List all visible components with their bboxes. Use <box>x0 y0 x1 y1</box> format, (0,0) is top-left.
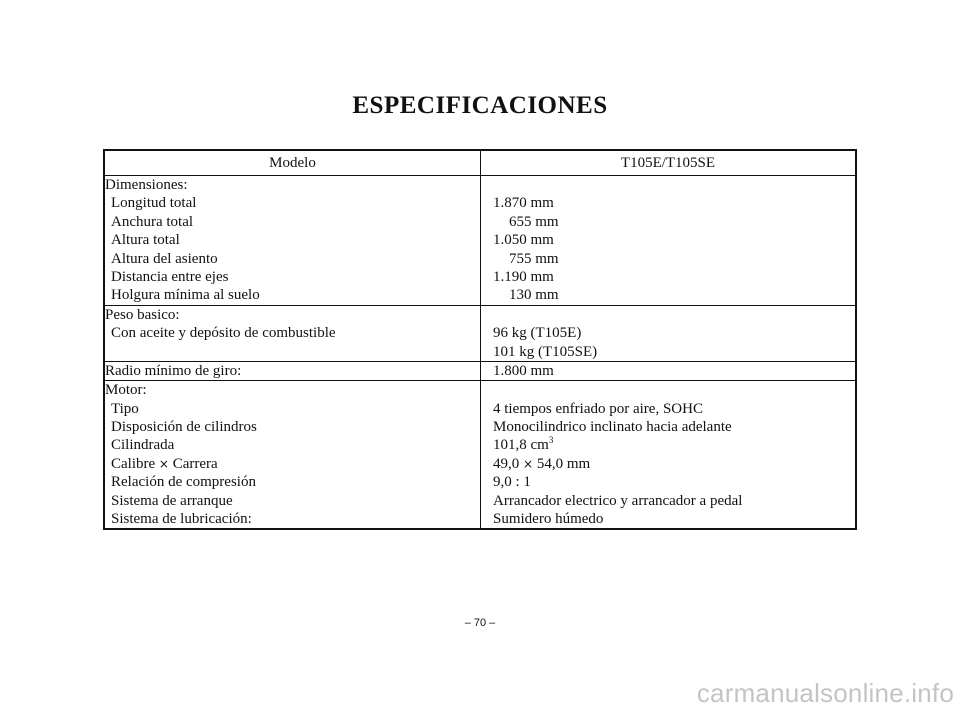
weight-value-t105se: 101 kg (T105SE) <box>493 343 598 360</box>
times-icon: × <box>523 456 534 471</box>
stroke-value: 54,0 mm <box>536 455 591 472</box>
cylinder-layout-label: Disposición de cilindros <box>111 419 257 436</box>
displacement-label: Cilindrada <box>111 437 175 454</box>
length-value: 1.870 mm <box>493 195 554 212</box>
dimensions-labels <box>104 176 481 306</box>
weight-section <box>104 305 856 361</box>
ground-clearance-value: 130 mm <box>509 287 559 304</box>
width-value: 655 mm <box>509 213 559 230</box>
turning-radius-value-cell <box>481 361 857 380</box>
table-header-row <box>104 150 856 176</box>
turning-radius-value: 1.800 mm <box>493 362 554 379</box>
dimensions-section <box>104 176 856 306</box>
compression-ratio-label: Relación de compresión <box>111 474 256 491</box>
page-title: ESPECIFICACIONES <box>352 92 608 119</box>
weight-label: Con aceite y depósito de combustible <box>111 325 336 342</box>
specifications-table <box>103 149 857 530</box>
spacer <box>493 176 855 194</box>
width-label: Anchura total <box>111 213 194 230</box>
stroke-label: Carrera <box>172 455 218 472</box>
dimensions-heading: Dimensiones: <box>105 177 188 193</box>
spacer <box>105 343 480 361</box>
displacement-value: 101,8 cm <box>493 437 549 454</box>
turning-radius-label: Radio mínimo de giro: <box>105 362 242 379</box>
lubrication-system-value: Sumidero húmedo <box>493 511 604 528</box>
engine-labels <box>104 381 481 530</box>
weight-labels <box>104 305 481 361</box>
height-value: 1.050 mm <box>493 232 554 249</box>
compression-ratio-value: 9,0 : 1 <box>493 474 531 491</box>
spacer <box>493 381 855 399</box>
engine-section <box>104 381 856 530</box>
times-icon: × <box>158 456 169 471</box>
weight-heading: Peso basico: <box>105 306 180 323</box>
wheelbase-label: Distancia entre ejes <box>111 268 229 285</box>
starting-system-value: Arrancador electrico y arrancador a pedal <box>493 492 743 509</box>
engine-type-label: Tipo <box>111 400 139 417</box>
bore-stroke-label <box>105 455 480 473</box>
weight-values <box>481 305 857 361</box>
lubrication-system-label: Sistema de lubricación: <box>111 511 252 528</box>
engine-values <box>481 381 857 530</box>
spacer <box>493 306 855 324</box>
weight-value-t105e: 96 kg (T105E) <box>493 325 582 342</box>
ground-clearance-label: Holgura mínima al suelo <box>111 287 260 304</box>
displacement-value-line <box>493 436 855 454</box>
bore-label: Calibre <box>111 455 156 472</box>
cylinder-layout-value: Monocilindrico inclinato hacia adelante <box>493 419 732 436</box>
engine-type-value: 4 tiempos enfriado por aire, SOHC <box>493 400 703 417</box>
bore-value: 49,0 <box>493 455 520 472</box>
displacement-superscript: 3 <box>548 435 554 446</box>
header-model-label: Modelo <box>104 150 481 176</box>
seat-height-label: Altura del asiento <box>111 250 218 267</box>
turning-radius-label-cell <box>104 361 481 380</box>
dimensions-values <box>481 176 857 306</box>
watermark: carmanualsonline.info <box>696 678 954 708</box>
starting-system-label: Sistema de arranque <box>111 492 233 509</box>
height-label: Altura total <box>111 232 180 249</box>
length-label: Longitud total <box>111 195 197 212</box>
wheelbase-value: 1.190 mm <box>493 268 554 285</box>
turning-radius-row <box>104 361 856 380</box>
bore-stroke-value <box>493 455 855 473</box>
page-number: – 70 – <box>464 617 496 629</box>
seat-height-value: 755 mm <box>509 250 559 267</box>
engine-heading: Motor: <box>105 382 147 399</box>
header-model-value: T105E/T105SE <box>481 150 857 176</box>
